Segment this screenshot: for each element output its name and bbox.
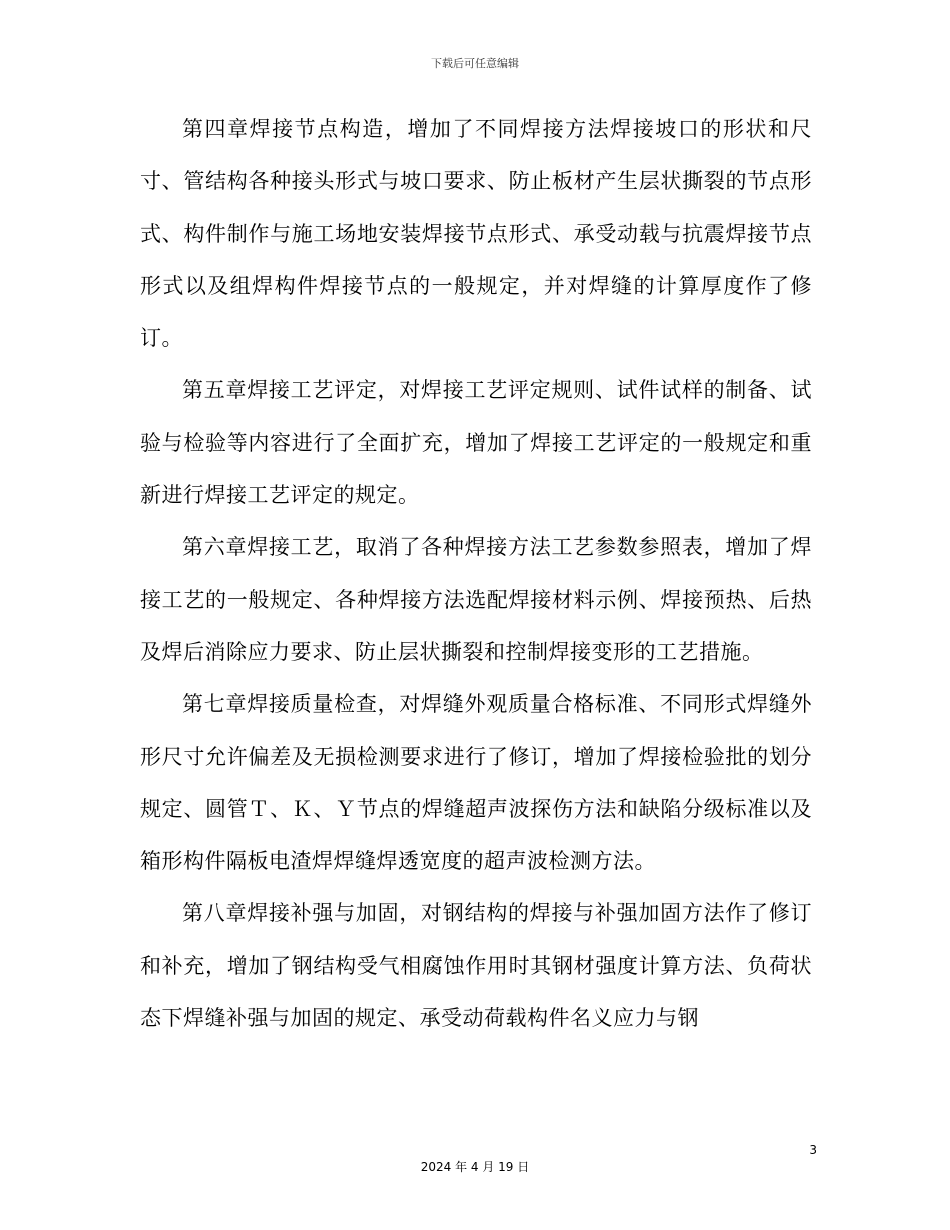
document-body bbox=[140, 103, 812, 1044]
paragraph-chapter-5: 第五章焊接工艺评定，对焊接工艺评定规则、试件试样的制备、试验与检验等内容进行了全面扩充，增加了焊接工艺评定的一般规定和重新进行焊接工艺评定的规定。 bbox=[140, 378, 812, 508]
footer-date: 2024 年 4 月 19 日 bbox=[420, 1160, 530, 1174]
paragraph-chapter-4: 第四章焊接节点构造，增加了不同焊接方法焊接坡口的形状和尺寸、管结构各种接头形式与坡口要求、防止板材产生层状撕裂的节点形式、构件制作与施工场地安装焊接节点形式、承受动载与抗震焊接节点形式以及组焊构件焊接节点的一般规定，并对焊缝的计算厚度作了修订。 bbox=[140, 117, 812, 351]
page-number: 3 bbox=[809, 1143, 817, 1157]
paragraph-chapter-6: 第六章焊接工艺，取消了各种焊接方法工艺参数参照表，增加了焊接工艺的一般规定、各种焊接方法选配焊接材料示例、焊接预热、后热及焊后消除应力要求、防止层状撕裂和控制焊接变形的工艺措施。 bbox=[140, 535, 812, 664]
paragraph-chapter-7: 第七章焊接质量检查，对焊缝外观质量合格标准、不同形式焊缝外形尺寸允许偏差及无损检测要求进行了修订，增加了焊接检验批的划分规定、圆管Ｔ、Ｋ、Ｙ节点的焊缝超声波探伤方法和缺陷分级标准以及箱形构件隔板电渣焊焊缝焊透宽度的超声波检测方法。 bbox=[140, 692, 812, 874]
paragraph-chapter-8: 第八章焊接补强与加固，对钢结构的焊接与补强加固方法作了修订和补充，增加了钢结构受气相腐蚀作用时其钢材强度计算方法、负荷状态下焊缝补强与加固的规定、承受动荷载构件名义应力与钢 bbox=[140, 901, 812, 1031]
page-header: 下载后可任意编辑 bbox=[431, 57, 519, 70]
